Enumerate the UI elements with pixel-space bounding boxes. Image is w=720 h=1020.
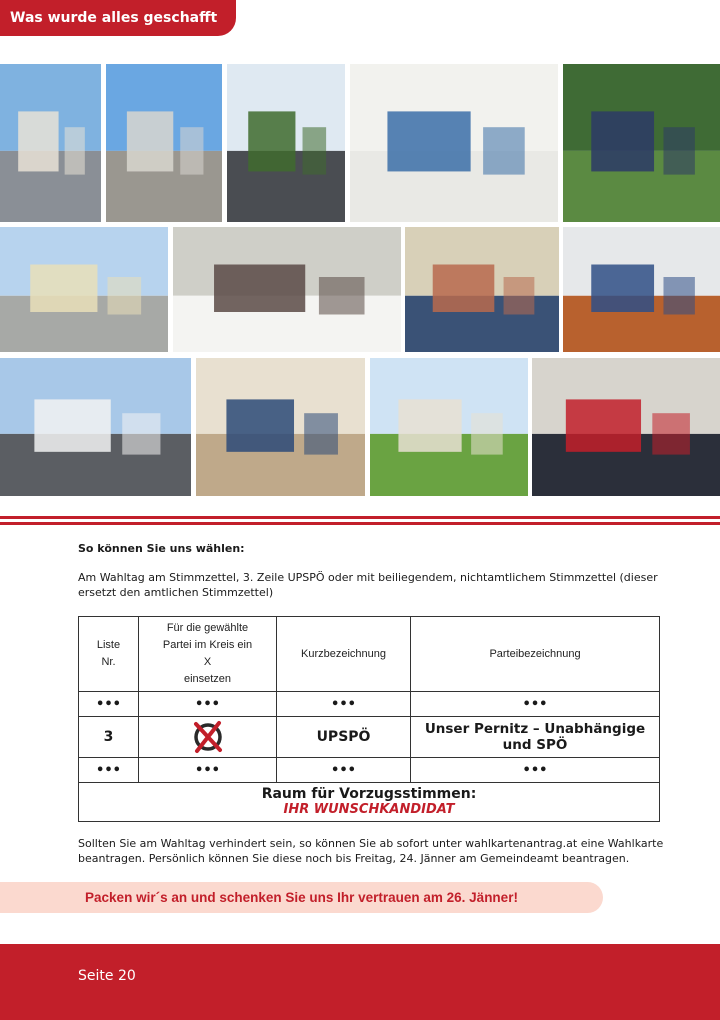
photo-house-street: [0, 227, 168, 352]
party-short-name: UPSPÖ: [277, 717, 411, 758]
divider-line-top: [0, 516, 720, 519]
ballot-placeholder-row: [79, 758, 660, 783]
dots-cell: •••: [411, 758, 660, 783]
photo-senior-gathering: [350, 64, 558, 222]
header-short-name: [277, 617, 411, 692]
section-title: Was wurde alles geschafft: [10, 10, 218, 26]
crossed-circle-mark-icon: [191, 729, 225, 745]
dots-cell: •••: [79, 692, 139, 717]
photo-award-ceremony: [532, 358, 720, 496]
ballot-preference-row: [79, 783, 660, 822]
dots-cell: •••: [79, 758, 139, 783]
ballot-header-row: [79, 617, 660, 692]
page-footer: [0, 944, 720, 1020]
slogan-text: Packen wir´s an und schenken Sie uns Ihr vertrauen am 26. Jänner!: [85, 890, 518, 905]
header-mark-text: Für die gewählte Partei im Kreis ein X einsetzen: [162, 622, 253, 685]
photo-four-people: [405, 227, 559, 352]
dots-cell: •••: [139, 692, 277, 717]
header-list-nr: [79, 617, 139, 692]
section-title-tab: [0, 0, 236, 36]
preference-cell: [79, 783, 660, 822]
voting-instructions-text: Am Wahltag am Stimmzettel, 3. Zeile UPSPÖ oder mit beiliegendem, nichtamtlichem Stimmzettel (dieser ersetzt den amtlichen Stimmzettel): [78, 571, 658, 599]
slogan-banner: [0, 882, 603, 913]
ballot-party-row: [79, 717, 660, 758]
header-party-name: [411, 617, 660, 692]
header-mark-instructions: [139, 617, 277, 692]
preference-hint: IHR WUNSCHKANDIDAT: [283, 802, 455, 817]
sample-ballot-table: [78, 616, 660, 822]
photo-crosswalk: [0, 358, 191, 496]
header-list-nr-text: Liste Nr.: [96, 639, 121, 668]
header-party-name-text: Parteibezeichnung: [489, 647, 581, 660]
photo-new-road: [227, 64, 345, 222]
voting-instructions-title: So können Sie uns wählen:: [78, 542, 245, 555]
photo-river-park: [370, 358, 528, 496]
preference-title: Raum für Vorzugsstimmen:: [261, 786, 477, 802]
dots-cell: •••: [277, 692, 411, 717]
photo-table-seniors: [173, 227, 401, 352]
photo-old-building-street: [0, 64, 101, 222]
page-number: Seite 20: [78, 968, 136, 984]
photo-shop-people: [196, 358, 365, 496]
dots-cell: •••: [139, 758, 277, 783]
dots-cell: •••: [277, 758, 411, 783]
absentee-ballot-note: Sollten Sie am Wahltag verhindert sein, so können Sie ab sofort unter wahlkartenantrag.at eine Wahlkarte beantragen. Persönlich können Sie diese noch bis Freitag, 24. Jänner am Gemeindeamt beantragen.: [78, 837, 664, 865]
ballot-placeholder-row: [79, 692, 660, 717]
photo-council-table: [563, 227, 720, 352]
party-mark-cell: [139, 717, 277, 758]
party-list-nr: 3: [79, 717, 139, 758]
photo-group-outdoors: [563, 64, 720, 222]
party-full-name: Unser Pernitz – Unabhängige und SPÖ: [411, 717, 660, 758]
dots-cell: •••: [411, 692, 660, 717]
header-short-name-text: Kurzbezeichnung: [300, 647, 386, 660]
photo-building-scaffold: [106, 64, 222, 222]
divider-line-bottom: [0, 522, 720, 525]
